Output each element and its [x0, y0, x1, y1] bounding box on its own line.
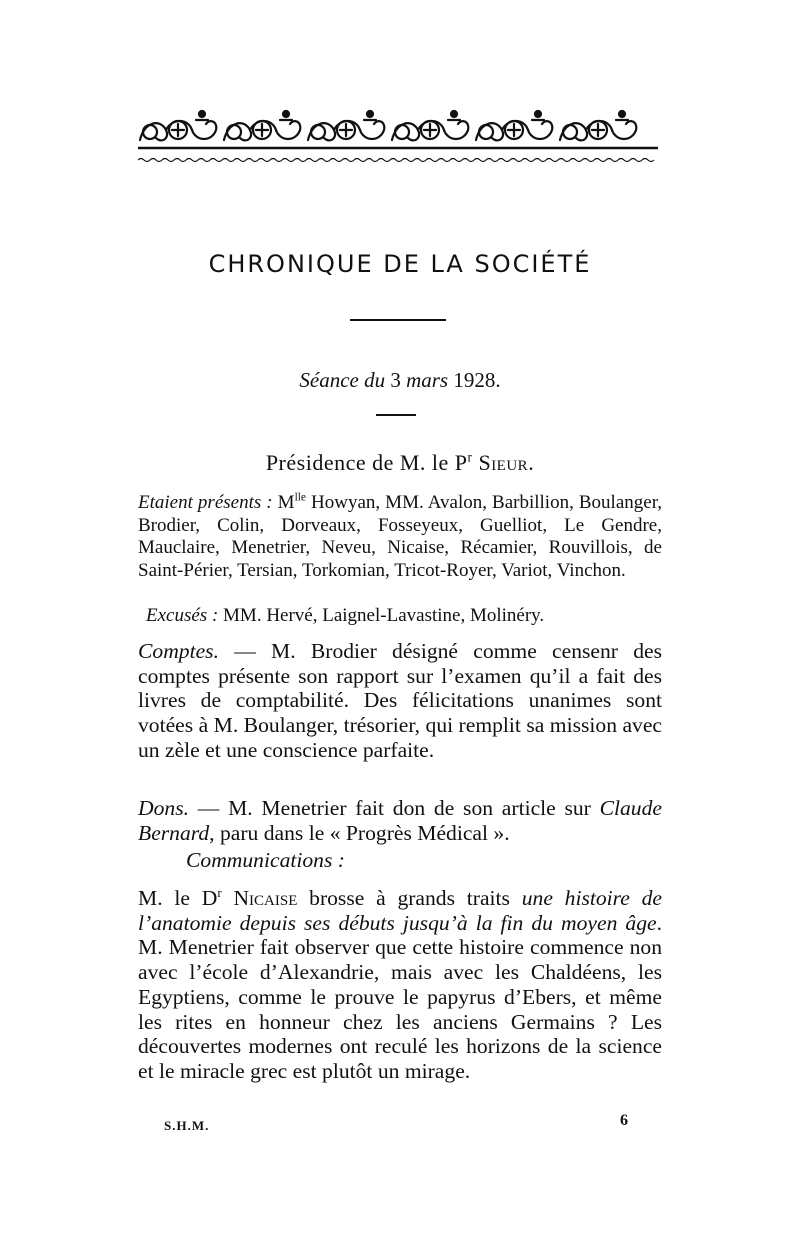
- comm-lead-sup: r: [217, 884, 222, 900]
- decorative-ornament-icon: [136, 104, 660, 166]
- session-label: Séance du: [299, 368, 386, 392]
- excused-list: MM. Hervé, Laignel-Lavastine, Molinéry.: [218, 605, 545, 626]
- donations-label: Dons.: [138, 796, 189, 820]
- comm-topic: une histoire de l’anatomie depuis ses débuts jusqu’à la fin du moyen âge: [138, 886, 663, 935]
- date-divider: [376, 414, 416, 416]
- comm-text-1: brosse à grands traits: [297, 886, 522, 910]
- mlle-sup: lle: [294, 491, 306, 504]
- session-date: [0, 368, 800, 393]
- accounts-text: — M. Brodier désigné comme censenr des comptes présente son rapport sur l’examen qu’il a fait des livres de comptabilité. Des félicitations unanimes sont votées à M. Boulanger, trésorier, qui remplit sa mission avec un zèle et une conscience parfaite.: [138, 639, 662, 762]
- presidency-period: .: [528, 450, 535, 475]
- comm-text-2: . M. Menetrier fait observer que cette histoire commence non avec l’école d’Alexandrie, mais avec les Chaldéens, les Egyptiens, comme le prouve le papyrus d’Ebers, et même les rites en honneur chez les anciens Germains ? Les découvertes modernes ont reculé les horizons de la science et le miracle grec est plutôt un mirage.: [138, 910, 662, 1083]
- communications-heading: Communications :: [186, 848, 345, 872]
- footer-signature: S.H.M.: [164, 1118, 210, 1133]
- present-list: Howyan, MM. Avalon, Barbillion, Boulanger, Brodier, Colin, Dorveaux, Fosseyeux, Guelliot, Le Gendre, Mauclaire, Menetrier, Neveu, Nicaise, Récamier, Rouvillois, de Saint-Périer, Tersian, Torkomian, Tricot-Royer, Variot, Vinchon.: [138, 492, 663, 581]
- session-year: 1928.: [453, 368, 501, 392]
- accounts-label: Comptes.: [138, 639, 219, 663]
- page-number: 6: [620, 1112, 628, 1129]
- president-name: Sieur: [478, 450, 529, 475]
- presidency-prefix: Présidence de M. le P: [265, 450, 468, 475]
- title-divider: [350, 319, 446, 321]
- session-day: 3: [390, 368, 401, 392]
- donations-text-1: — M. Menetrier fait don de son article sur: [189, 796, 600, 820]
- mlle-abbr: M: [277, 492, 295, 513]
- presidency-line: [0, 450, 800, 476]
- accounts-paragraph: [138, 639, 662, 763]
- session-month: mars: [406, 368, 449, 392]
- comm-lead: M. le D: [138, 886, 218, 910]
- attendance-block: [138, 492, 662, 582]
- communications-paragraph: [138, 886, 662, 1084]
- excused-label: Excusés :: [146, 605, 219, 626]
- presidency-sup: r: [467, 449, 473, 465]
- comm-speaker: Nicaise: [233, 886, 298, 910]
- donations-subject: Claude Bernard: [138, 796, 662, 845]
- donations-text-2: , paru dans le « Progrès Médical ».: [209, 820, 510, 845]
- present-label: Etaient présents :: [138, 492, 273, 513]
- excused-block: [146, 605, 662, 628]
- donations-paragraph: [138, 796, 662, 845]
- chapter-title: CHRONIQUE DE LA SOCIÉTÉ: [208, 250, 592, 278]
